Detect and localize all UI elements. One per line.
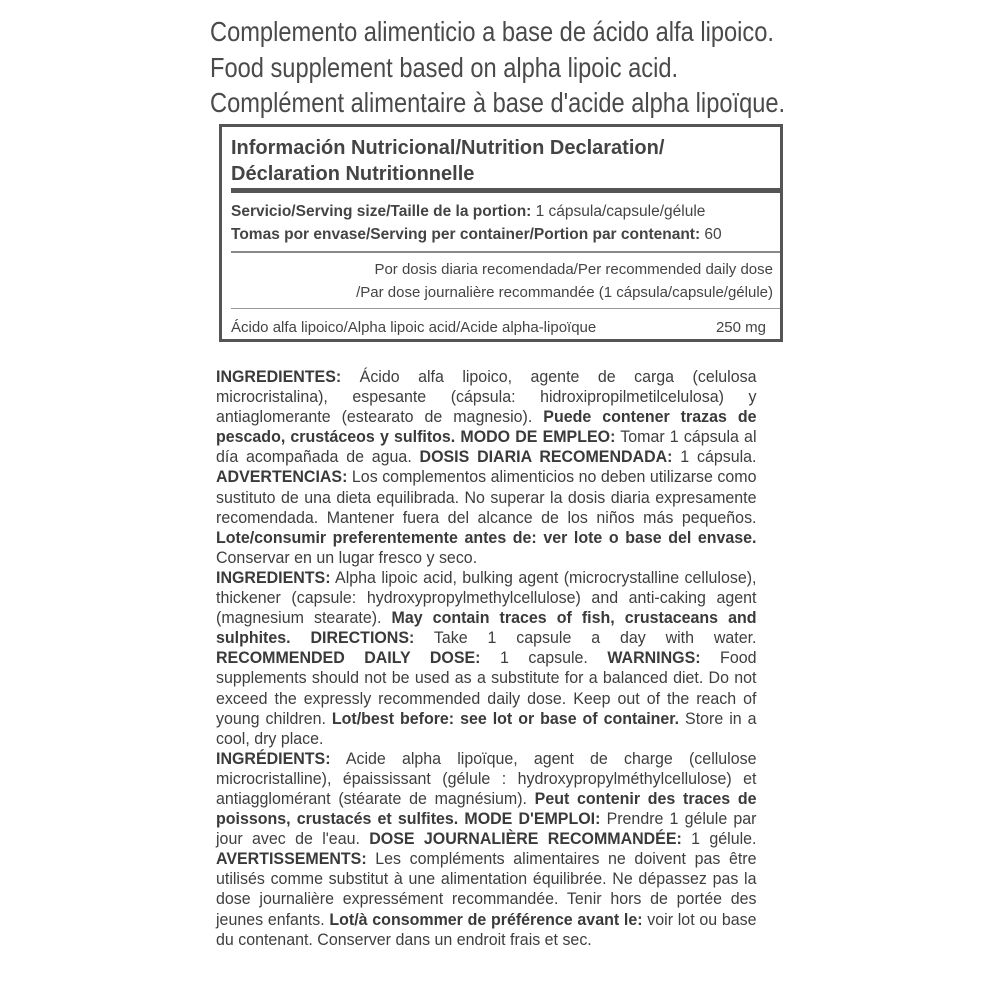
- storage-text: Conservar en un lugar fresco y seco.: [216, 547, 478, 567]
- dose-header-line1: Por dosis diaria recomendada/Per recommended daily dose: [374, 261, 773, 278]
- directions-text: Prendre 1 gélule par jour avec de l'eau.: [216, 809, 757, 849]
- ingredients-label: INGRÉDIENTS:: [216, 748, 331, 768]
- ingredients-es: [216, 367, 757, 568]
- servings-per-container-row: [231, 224, 722, 246]
- storage-text: voir lot ou base du contenant. Conserver dans un endroit frais et sec.: [216, 909, 757, 949]
- storage-text: Store in a cool, dry place.: [216, 708, 757, 748]
- nutrition-title: [231, 135, 664, 187]
- directions-text: Take 1 capsule a day with water.: [414, 628, 757, 648]
- nutrient-row: [231, 317, 766, 339]
- dose-header-line2: /Par dose journalière recommandée (1 cápsula/capsule/gélule): [356, 284, 773, 301]
- daily-dose-text: 1 cápsula.: [672, 447, 757, 467]
- ingredients-list: Alpha lipoic acid, bulking agent (microcrystalline cellulose), thickener (capsule: hydroxypropylmethylcellulose) and anti-caking agent (magnesium stearate).: [216, 567, 757, 628]
- daily-dose-label: DOSE JOURNALIÈRE RECOMMANDÉE:: [369, 829, 682, 849]
- ingredients-label: INGREDIENTES:: [216, 367, 342, 386]
- description-es: Complemento alimenticio a base de ácido alfa lipoico.: [210, 16, 774, 47]
- warnings-label: WARNINGS:: [607, 648, 701, 668]
- nutrient-name: Ácido alfa lipoico/Alpha lipoic acid/Acide alpha-lipoïque: [231, 319, 597, 336]
- serving-size-value: 1 cápsula/capsule/gélule: [531, 203, 706, 220]
- daily-dose-text: 1 capsule.: [480, 648, 608, 668]
- lot-label: Lot/best before: see lot or base of container.: [331, 708, 680, 728]
- warnings-text: Los complementos alimenticios no deben utilizarse como sustituto de una dieta equilibrada. No superar la dosis diaria expresamente recomendada. Mantener fuera del alcance de los niños más pequeños.: [216, 467, 757, 527]
- traces-warning: May contain traces of fish, crustaceans and sulphites.: [216, 608, 757, 648]
- directions-label: MODE D'EMPLOI:: [458, 809, 601, 829]
- warnings-text: Food supplements should not be used as a substitute for a balanced diet. Do not exceed the expressly recommended daily dose. Keep out of the reach of young children.: [216, 648, 757, 728]
- ingredients-en: [216, 568, 757, 749]
- directions-text: Tomar 1 cápsula al día acompañada de agua.: [216, 427, 757, 467]
- warnings-label: AVERTISSEMENTS:: [216, 849, 367, 869]
- thick-divider: [231, 188, 780, 193]
- daily-dose-label: DOSIS DIARIA RECOMENDADA:: [419, 447, 673, 467]
- product-description: [210, 14, 889, 121]
- serving-size-row: [231, 201, 705, 223]
- description-fr: Complément alimentaire à base d'acide alpha lipoïque.: [210, 87, 786, 118]
- directions-label: DIRECTIONS:: [290, 628, 415, 648]
- daily-dose-text: 1 gélule.: [681, 829, 757, 849]
- traces-warning: Puede contener trazas de pescado, crustáceos y sulfitos.: [216, 407, 757, 447]
- description-en: Food supplement based on alpha lipoic acid.: [210, 51, 679, 83]
- warnings-label: ADVERTENCIAS:: [216, 467, 348, 487]
- traces-warning: Peut contenir des traces de poissons, crustacés et sulfites.: [216, 788, 757, 829]
- nutrient-amount: 250 mg: [715, 319, 766, 336]
- servings-label: Tomas por envase/Serving per container/Portion par contenant:: [231, 226, 701, 243]
- serving-size-label: Servicio/Serving size/Taille de la portion:: [231, 203, 532, 220]
- ingredients-list: Acide alpha lipoïque, agent de charge (cellulose microcristalline), épaississant (gélule : hydroxypropylméthylcellulose) et antiagglomérant (stéarate de magnésium).: [216, 748, 757, 808]
- lot-label: Lot/à consommer de préférence avant le:: [329, 909, 643, 929]
- nutrition-title-line1: Información Nutricional/Nutrition Declaration/: [231, 137, 665, 159]
- divider: [231, 308, 780, 309]
- nutrition-title-line2: Déclaration Nutritionnelle: [231, 163, 475, 185]
- ingredients-fr: [216, 749, 757, 950]
- nutrition-panel: [219, 124, 783, 342]
- daily-dose-label: RECOMMENDED DAILY DOSE:: [216, 648, 481, 668]
- ingredients-label: INGREDIENTS:: [216, 567, 331, 587]
- directions-label: MODO DE EMPLEO:: [455, 427, 616, 447]
- dose-column-header: [356, 258, 773, 304]
- divider: [231, 251, 780, 253]
- ingredients-text: [216, 367, 757, 950]
- servings-value: 60: [700, 226, 722, 243]
- lot-label: Lote/consumir preferentemente antes de: ver lote o base del envase.: [216, 527, 757, 547]
- ingredients-list: Ácido alfa lipoico, agente de carga (celulosa microcristalina), espesante (cápsula: hidroxipropilmetilcelulosa) y antiaglomerante (estearato de magnesio).: [216, 367, 757, 427]
- warnings-text: Les compléments alimentaires ne doivent pas être utilisés comme substitut à une alimentation équilibrée. Ne dépassez pas la dose journalière expressément recommandée. Tenir hors de portée des jeunes enfants.: [216, 849, 757, 929]
